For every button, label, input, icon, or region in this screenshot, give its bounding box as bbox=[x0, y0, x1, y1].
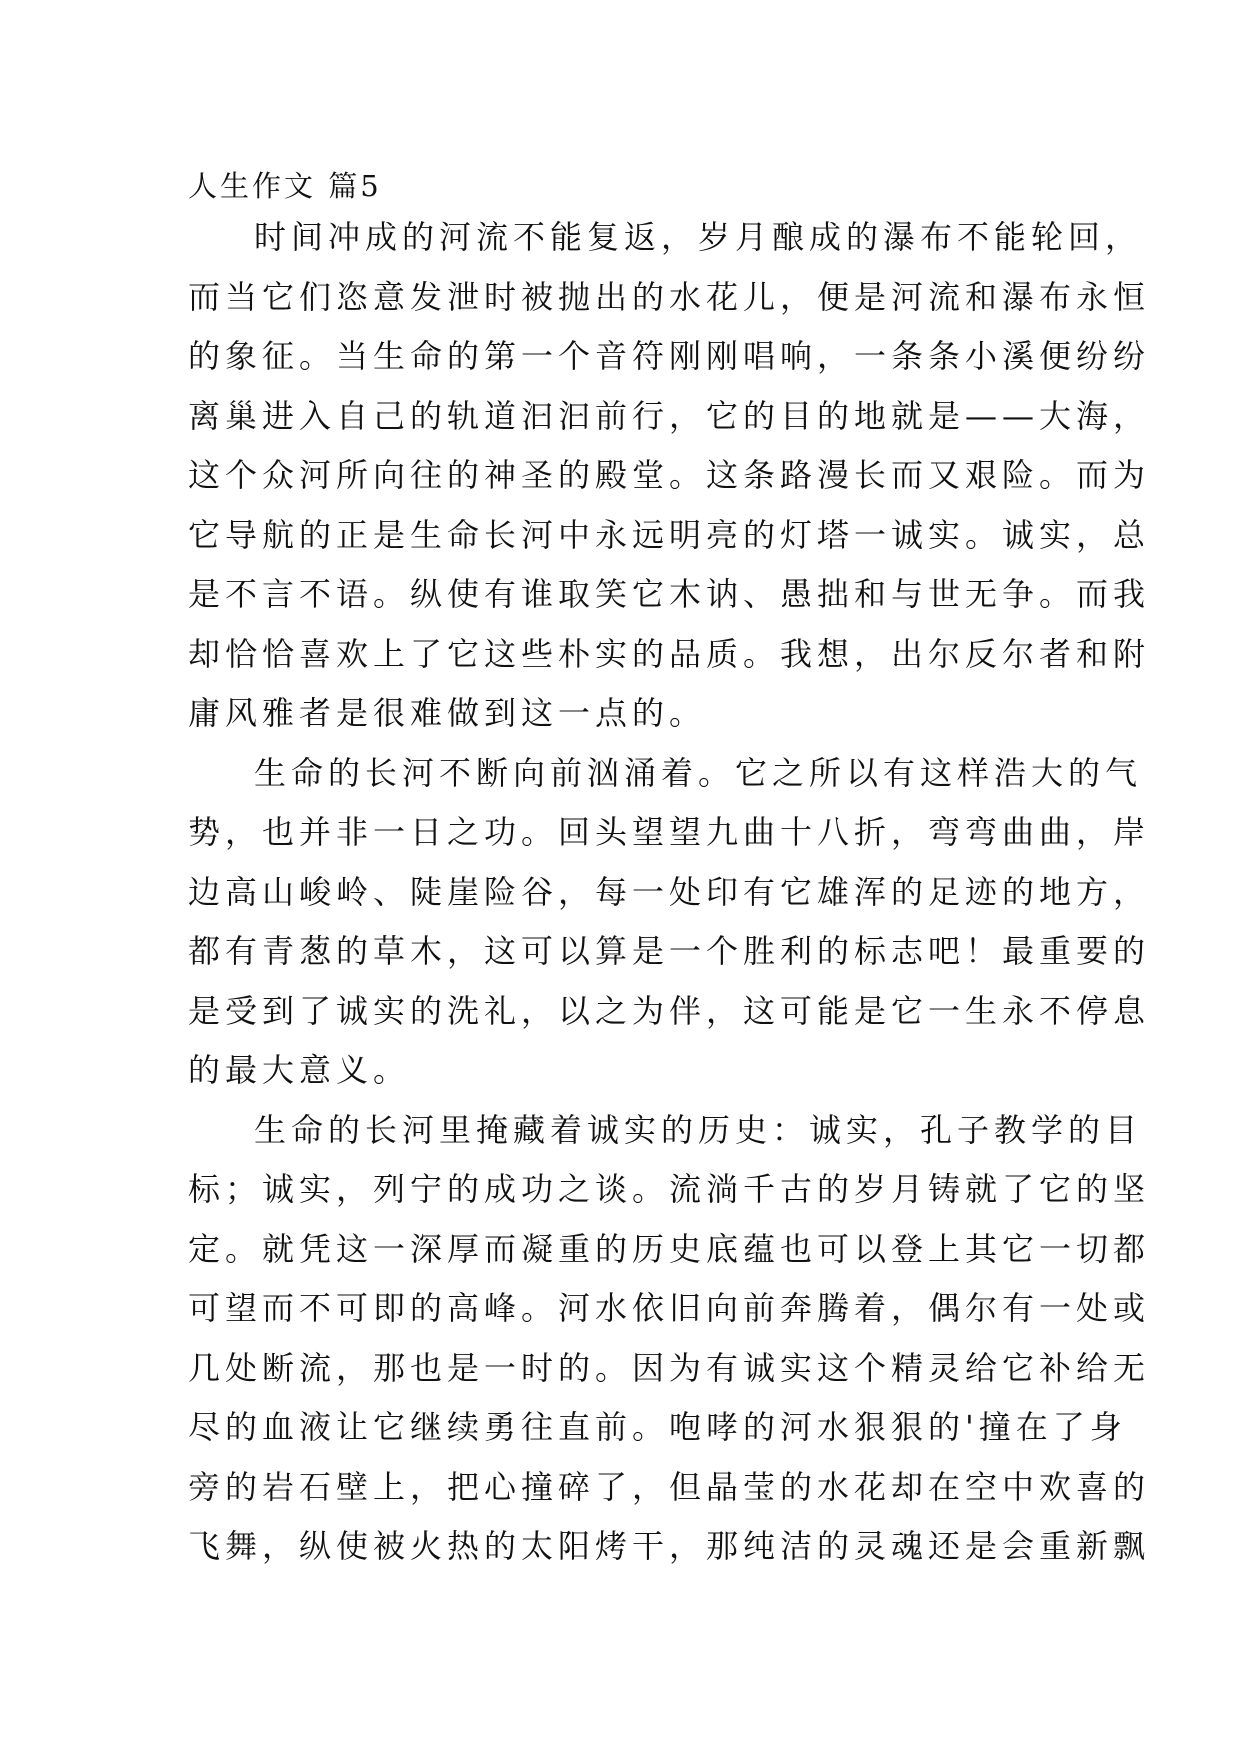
paragraph-line: 可望而不可即的高峰。河水依旧向前奔腾着，偶尔有一处或 bbox=[188, 1289, 1151, 1327]
paragraph-line: 尽的血液让它继续勇往直前。咆哮的河水狠狠的'撞在了身 bbox=[188, 1408, 1127, 1446]
paragraph-1 bbox=[188, 208, 1151, 744]
paragraph-line: 却恰恰喜欢上了它这些朴实的品质。我想，出尔反尔者和附 bbox=[188, 634, 1151, 673]
paragraph-line: 是不言不语。纵使有谁取笑它木讷、愚拙和与世无争。而我 bbox=[188, 575, 1151, 613]
paragraph-line: 几处断流，那也是一时的。因为有诚实这个精灵给它补给无 bbox=[188, 1348, 1151, 1387]
paragraph-line: 它导航的正是生命长河中永远明亮的灯塔一诚实。诚实，总 bbox=[188, 515, 1151, 554]
document-title: 人生作文 篇5 bbox=[188, 169, 382, 203]
paragraph-line: 飞舞，纵使被火热的太阳烤干，那纯洁的灵魂还是会重新飘 bbox=[188, 1527, 1151, 1565]
paragraph-line: 定。就凭这一深厚而凝重的历史底蕴也可以登上其它一切都 bbox=[188, 1229, 1151, 1268]
paragraph-line: 离巢进入自己的轨道汩汩前行，它的目的地就是——大海， bbox=[188, 396, 1151, 435]
paragraph-line: 的最大意义。 bbox=[188, 1051, 411, 1089]
paragraph-line: 生命的长河里掩藏着诚实的历史：诚实，孔子教学的目 bbox=[254, 1110, 1143, 1149]
paragraph-line: 这个众河所向往的神圣的殿堂。这条路漫长而又艰险。而为 bbox=[188, 456, 1151, 494]
paragraph-line: 时间冲成的河流不能复返，岁月酿成的瀑布不能轮回， bbox=[254, 218, 1143, 256]
document-body bbox=[188, 164, 1151, 1577]
paragraph-line: 生命的长河不断向前汹涌着。它之所以有这样浩大的气 bbox=[254, 753, 1143, 792]
paragraph-line: 的象征。当生命的第一个音符刚刚唱响，一条条小溪便纷纷 bbox=[188, 337, 1151, 375]
paragraph-line: 而当它们恣意发泄时被抛出的水花儿，便是河流和瀑布永恒 bbox=[188, 277, 1151, 316]
paragraph-line: 都有青葱的草木，这可以算是一个胜利的标志吧！最重要的 bbox=[188, 932, 1151, 970]
paragraph-line: 是受到了诚实的洗礼，以之为伴，这可能是它一生永不停息 bbox=[188, 991, 1151, 1030]
paragraph-line: 边高山峻岭、陡崖险谷，每一处印有它雄浑的足迹的地方， bbox=[188, 872, 1151, 911]
paragraph-line: 庸风雅者是很难做到这一点的。 bbox=[188, 694, 707, 732]
paragraph-line: 势，也并非一日之功。回头望望九曲十八折，弯弯曲曲，岸 bbox=[188, 813, 1151, 851]
paragraph-line: 标；诚实，列宁的成功之谈。流淌千古的岁月铸就了它的坚 bbox=[188, 1170, 1151, 1208]
paragraph-line: 旁的岩石壁上，把心撞碎了，但晶莹的水花却在空中欢喜的 bbox=[188, 1467, 1151, 1506]
paragraph-2 bbox=[188, 744, 1151, 1101]
paragraph-3 bbox=[188, 1101, 1151, 1577]
